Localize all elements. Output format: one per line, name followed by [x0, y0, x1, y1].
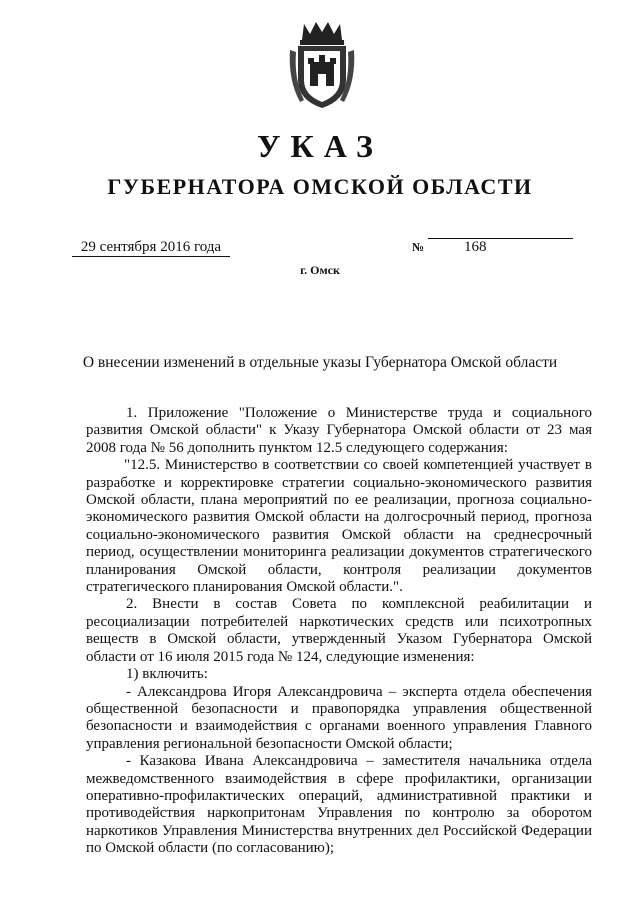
decree-body: [86, 405, 592, 858]
paragraph-quote-12-5: "12.5. Министерство в соответствии со своей компетенцией участвует в разработке и корректировке стратегии социально-экономического развития Омской области, плана мероприятий по ее реализации, прогноза социально-экономического развития Омской области на долгосрочный период, прогноза социально-экономического развития Омской области на среднесрочный период, осуществлении мониторинга реализации документов стратегического планирования Омской области, контроля реализации документов стратегического планирования Омской области.".: [86, 457, 592, 596]
decree-number-label: №: [412, 240, 425, 254]
document-title: УКАЗ: [257, 128, 383, 164]
decree-subject: О внесении изменений в отдельные указы Губернатора Омской области: [82, 354, 558, 371]
paragraph-kazakov: - Казакова Ивана Александровича – заместителя начальника отдела межведомственного взаимодействия в сфере профилактики, организации оперативно-профилактических операций, административной практики и противодействия наркопритонам Управления по контролю за оборотом наркотиков Управления Министерства внутренних дел Российской Федерации по Омской области (по согласованию);: [86, 753, 592, 857]
paragraph-aleksandrov: - Александрова Игоря Александровича – эксперта отдела обеспечения общественной безопасности и правопорядка управления общественной безопасности и взаимодействия с органами военного управления Главного управления региональной безопасности Омской области;: [86, 683, 592, 752]
paragraph-1: 1. Приложение "Положение о Министерстве труда и социального развития Омской области" к Указу Губернатора Омской области от 23 мая 2008 года № 56 дополнить пунктом 12.5 следующего содержания:: [86, 405, 592, 456]
omsk-coat-of-arms-icon: [286, 20, 358, 110]
decree-number-field: [428, 238, 573, 255]
decree-city: г. Омск: [300, 263, 340, 277]
paragraph-include: 1) включить:: [126, 666, 208, 683]
document-subtitle: ГУБЕРНАТОРА ОМСКОЙ ОБЛАСТИ: [107, 174, 533, 199]
decree-date: 29 сентября 2016 года: [72, 238, 230, 257]
decree-number: 168: [464, 239, 487, 255]
paragraph-2: 2. Внести в состав Совета по комплексной реабилитации и ресоциализации потребителей наркотических средств или психотропных веществ в Омской области, утвержденный Указом Губернатора Омской области от 16 июля 2015 года № 124, следующие изменения:: [86, 596, 592, 665]
